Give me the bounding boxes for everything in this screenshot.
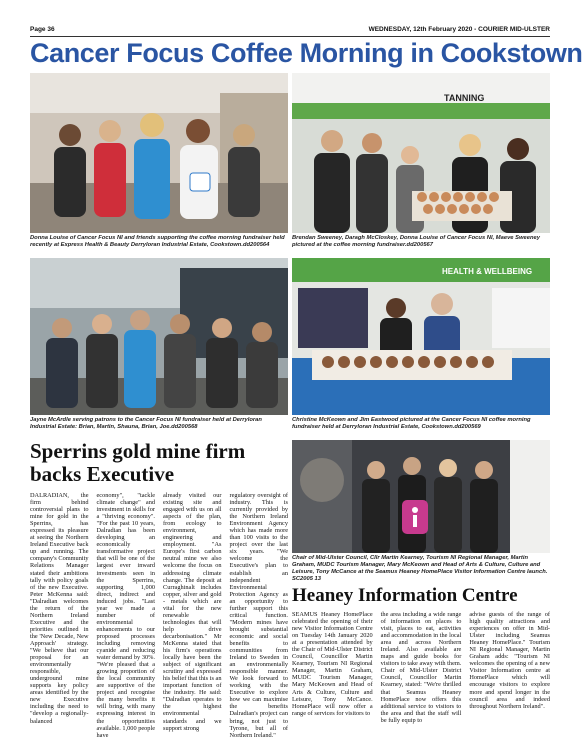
- story1-col-3: [163, 492, 222, 732]
- photo-tanning-cupcakes: [292, 73, 550, 233]
- story2-col-1-text: SEAMUS Heaney HomePlace celebrated the opening of their new Visitor Information Centre on Tuesday 14th January 2020 at a presentation attended by the Chair of Mid-Ulster District Council, Councillor Martin Kearney, Tourism NI Regional Manager, Martin Graham, MUDC Tourism Manager, Mary McKeown and Head of Arts & Culture, Culture and Leisure, Tony McCance. HomePlace will now offer a range of services for visitors to: [292, 611, 373, 717]
- story1-col-1: [30, 492, 89, 727]
- story1-col-1-text: DALRADIAN, the firm behind controversial plans to mine for gold in the Sperrins, has expressed its pleasure at seeing the Northern Ireland Executive back up and running. The company's Community Relations Manager stated their ambitions tally with policy goals of the new Executive. Peter McKenna said: "Dalradian welcomes the return of the Northern Ireland Executive and the priorities outlined in the 'New Decade, New Approach' strategy. "We believe that our proposal for an environmentally responsible, underground mine supports key policy areas identified by the new Executive including the need to "develop a regionally-balanced: [30, 492, 89, 725]
- sign-tanning: TANNING: [444, 93, 485, 103]
- story2-body: [292, 611, 550, 723]
- story1-col-2-text: economy", "tackle climate change" and investment in skills for a "thriving economy". "For the past 10 years, Dalradian has been developing an economically transformative project that will be one of the largest ever inward investments seen in the Sperrins, supporting 1,000 direct, indirect and induced jobs. "Last year we made a number of environmental enhancements to our proposed processes including removing cyanide and reducing water demand by 30%. "We're pleased that a growing proportion of the local community are supportive of the project and recognise the many benefits it will bring, with many expressing interest in the opportunities available. 1,000 people have: [96, 492, 155, 739]
- story1-col-4: [229, 492, 289, 739]
- caption-1: Donna Louise of Cancer Focus NI and friends supporting the coffee morning fundraiser held recently at Express Health & Beauty Derryloran Industrial Estate, Cookstown.dd200564: [30, 235, 285, 248]
- caption-5: Chair of Mid-Ulster Council, Cllr Martin Kearney, Tourism NI Regional Manager, Martin Graham, MUDC Tourism Manager, Mary McKeown and Head of Arts & Culture, Culture and Leisure, Tony McCance at the Seamus Heaney HomePlace Visitor Information Centre launch. SC2005 13: [292, 555, 548, 582]
- page-number: Page 36: [30, 26, 55, 33]
- caption-3: Jayne McArdle serving patrons to the Cancer Focus NI fundraiser held at Derryloran Industrial Estate: Brian, Martin, Shauna, Brian, Joe.dd200568: [30, 417, 262, 430]
- header-rule: [30, 36, 550, 37]
- story2-col-2-text: the area including a wide range of information on places to visit, places to eat, activities and accommodation in the local area and across Northern Ireland. Also available are maps and guide books for visitors to take away with them. Chair of Mid-Ulster District Council, Councillor Martin Kearney, stated: "We're thrilled that Seamus Heaney HomePlace now offers this additional service to visitors to the area and that the staff will be fully equip to: [380, 611, 462, 724]
- caption-4: Christine McKeown and Jim Eastwood pictured at the Cancer Focus NI coffee morning fundraiser held at Derryloran Industrial Estate, Cookstown.dd200569: [292, 417, 531, 430]
- story1-col-2: [96, 492, 156, 739]
- story2-col-3-text: advise guests of the range of high quality attractions and experiences on offer in Mid-Ulster including Seamus Heaney HomePlace." Tourism NI Regional Manager, Martin Graham adds: "Tourism NI welcomes the opening of a new Visitor Information centre at HomePlace which will encourage visitors to explore more and spend longer in the council area and indeed throughout Northern Ireland".: [469, 611, 551, 710]
- photo-wellbeing-counter: [292, 258, 550, 415]
- story1-col-3-text: already visited our existing site and engaged with us on all aspects of the plan, from ecology to environment, engineering and employment. "As Europe's first carbon neutral mine we also welcome the focus on addressing climate change. The deposit at Curraghinalt includes copper, silver and gold - metals which are vital for the new renewable technologies that will help drive decarbonisation." Mr McKenna stated that his firm's operations locally have been the subject of significant scrutiny and expressed his belief that this is an important function of the industry. He said: "Dalradian operates to the highest environmental standards and we support strong: [163, 492, 222, 732]
- story1-col-4-text: regulatory oversight of industry. This is currently provided by the Northern Ireland Environment Agency which has made more than 100 visits to the project over the last six years. "We welcome the Executive's plan to establish an independent Environmental Protection Agency as an opportunity to further support this critical function. "Modern mines have brought substantial economic and social benefits to communities from Ireland to Sweden in an environmentally responsible manner. We look forward to working with the Executive to explore how we can maximise the benefits Dalradian's project can bring, not just to Tyrone, but all of Northern Ireland.": [229, 492, 288, 739]
- sign-wellbeing: HEALTH & WELLBEING: [442, 267, 533, 276]
- page-header: [30, 26, 550, 36]
- story2-col-3: [469, 611, 550, 723]
- photo-group-outdoors: [30, 258, 288, 415]
- story1-title: Sperrins gold mine firm backs Executive: [30, 439, 246, 487]
- photo-group-shop: [30, 73, 288, 233]
- issue-date: WEDNESDAY, 12th February 2020 - COURIER MID-ULSTER: [368, 26, 550, 33]
- story2-col-2: [381, 611, 462, 723]
- story1-body: [30, 492, 288, 739]
- photo-heaney-centre: [292, 440, 550, 553]
- main-headline: Cancer Focus Coffee Morning in Cookstown: [30, 38, 583, 68]
- story2-title: Heaney Information Centre: [292, 585, 518, 606]
- story2-col-1: [292, 611, 373, 723]
- caption-2: Brendan Sweeney, Daragh McCloskey, Donna Louise of Cancer Focus NI, Maeve Sweeney pictured at the coffee morning fundraiser.dd200567: [292, 235, 540, 248]
